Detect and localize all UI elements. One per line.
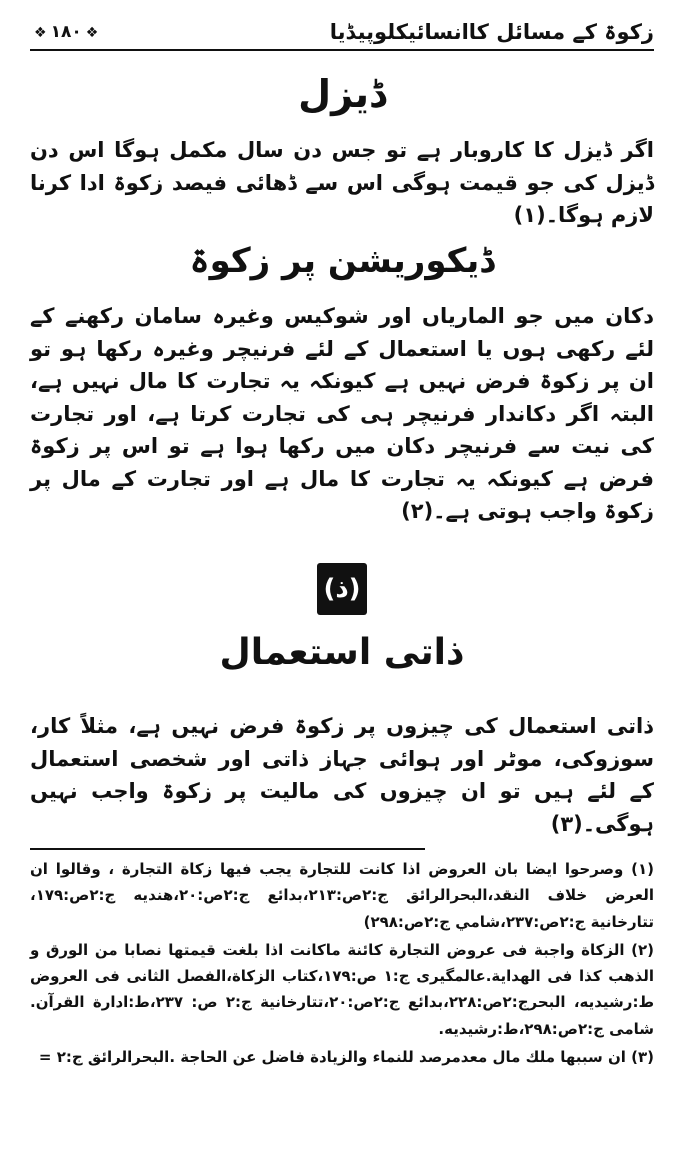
- footnote-divider: [30, 848, 425, 850]
- ornament-right-icon: ❖: [85, 25, 99, 41]
- page-header: [30, 14, 654, 50]
- ornament-left-icon: ❖: [34, 25, 47, 41]
- heading-diesel: ڈیزل: [298, 72, 386, 116]
- page-number: ۱۸۰: [50, 22, 82, 42]
- heading-decoration: ڈیکوریشن پر زکوۃ: [189, 241, 495, 281]
- header-divider: [30, 49, 654, 51]
- heading-personal-use: ذاتی استعمال: [219, 632, 465, 673]
- paragraph-personal-use: ذاتی استعمال کی چیزوں پر زکوۃ فرض نہیں ہے، مثلاً کار، سوزوکی، موٹر اور ہوائی جہاز ذاتی اور شخصی استعمال کے لئے ہیں تو ان چیزوں کی مالیت پر زکوۃ واجب نہیں ہوگی۔(۳): [30, 714, 654, 836]
- paragraph-decoration: دکان میں جو الماریاں اور شوکیس وغیرہ سامان رکھنے کے لئے رکھی ہوں یا استعمال کے لئے فرنیچر وغیرہ رکھا ہو تو ان پر زکوۃ فرض نہیں ہے کیونکہ یہ تجارت کا مال نہیں ہے، البتہ اگر دکاندار فرنیچر ہی کی تجارت کرتا ہے، اور تجارت کی نیت سے فرنیچر دکان میں رکھا ہوا ہے تو اس پر زکوۃ فرض ہے کیونکہ یہ تجارت کا مال ہے اور تجارت کے مال پر زکوۃ واجب ہوتی ہے۔(۲): [30, 304, 654, 524]
- footnote-1: (۱) وصرحوا ايضا بان العروض اذا كانت للتجارة يجب فيها زكاة التجارة ، وقالوا ان العرض خلاف النقد،البحرالرائق ج:۲ص:۲۱۳،بدائع ج:۲ص:۲۰،هنديه ج:۲ص:۱۷۹، تتارخانية ج:۲ص:۲۳۷،شامي ج:۲ص:۲۹۸): [30, 860, 655, 931]
- book-title: زکوۃ کے مسائل کاانسائیکلوپیڈیا: [329, 20, 654, 44]
- page-number-box: [30, 22, 102, 42]
- footnote-3: (۳) ان سببها ملك مال معدمرصد للنماء والزيادة فاضل عن الحاجة .البحرالرائق ج:۲ =: [38, 1047, 654, 1066]
- footnotes: [30, 856, 654, 1072]
- section-letter-marker: (ذ): [317, 563, 367, 615]
- footnote-2: (۲) الزكاة واجبة فی عروض التجارة كائنة ماكانت اذا بلغت قيمتها نصابا من الورق و الذهب كذا فی الهداية.عالمگيری ج:۱ ص:۱۷۹،كتاب الزكاة،الفصل الثانی فی العروض ط:رشيديه، البحرج:۲ص:۲۲۸،بدائع ج:۲ص:۲۰،تتارخانية ج:۲ ص: ۲۳۷،ط:ادارة القرآن. شامی ج:۲ص:۲۹۸،ط:رشيديه.: [30, 940, 655, 1038]
- paragraph-diesel: اگر ڈیزل کا کاروبار ہے تو جس دن سال مکمل ہوگا اس دن ڈیزل کی جو قیمت ہوگی اس سے ڈھائی فیصد زکوۃ ادا کرنا لازم ہوگا۔(۱): [30, 138, 654, 228]
